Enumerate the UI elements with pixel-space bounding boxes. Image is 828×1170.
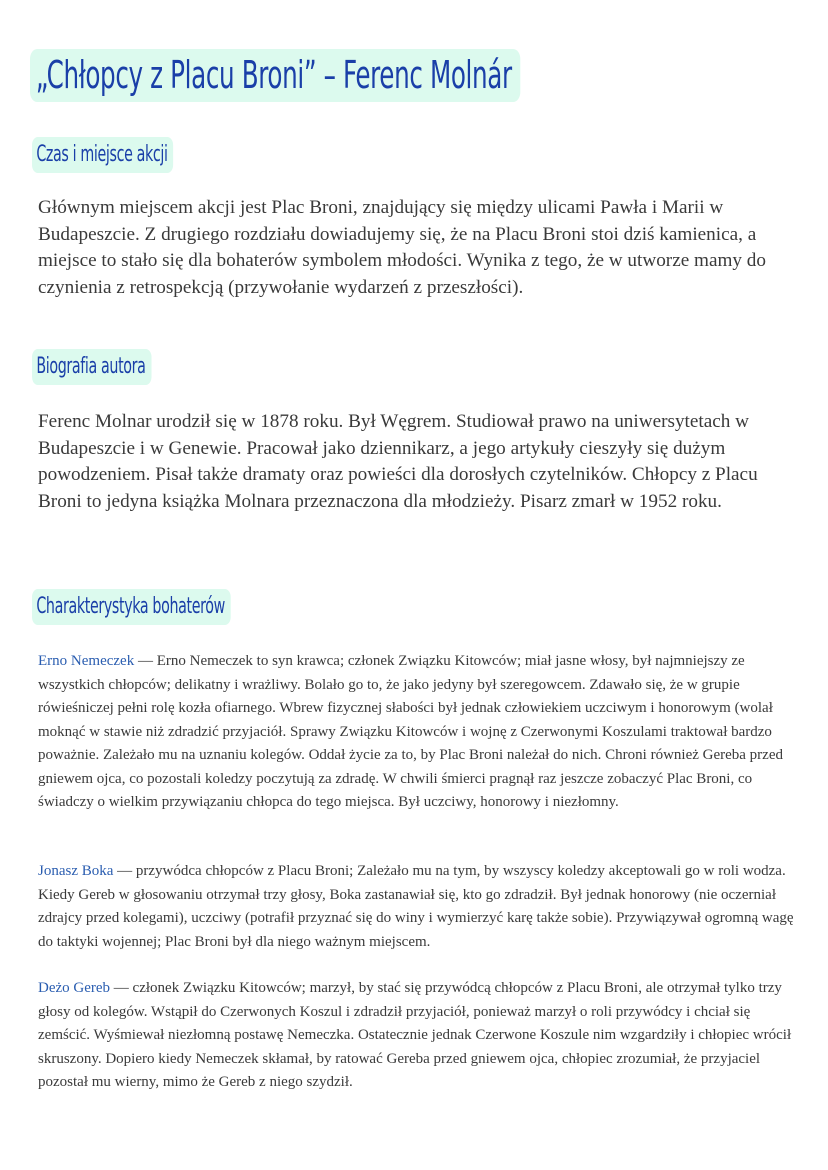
character-name: Jonasz Boka — [38, 863, 114, 879]
biography-paragraph: Ferenc Molnar urodził się w 1878 roku. Był Węgrem. Studiował prawo na uniwersytetach w Budapeszcie i w Genewie. Pracował jako dziennikarz, a jego artykuły cieszyły się dużym powodzeniem. Pisał także dramaty oraz powieści dla dorosłych czytelników. Chłopcy z Placu Broni to jedyna książka Molnara przeznaczona dla młodzieży. Pisarz zmarł w 1952 roku. — [38, 411, 758, 512]
character-name: Erno Nemeczek — [38, 653, 135, 669]
character-description: — przywódca chłopców z Placu Broni; Zależało mu na tym, by wszyscy koledzy akceptowali go w roli wodza. Kiedy Gereb w głosowaniu otrzymał trzy głosy, Boka zastanawiał się, kto go zdradził. Był jednak honorowy (nie oczerniał zdrajcy przed kolegami), uczciwy (potrafił przyznać się do winy i wymierzyć karę także sobie). Przywiązywał ogromną wagę do taktyki wojennej; Plac Broni był dla niego ważnym miejscem. — [38, 863, 794, 950]
character-entry-boka — [38, 860, 798, 954]
character-entry-nemeczek — [38, 650, 798, 815]
setting-paragraph: Głównym miejscem akcji jest Plac Broni, znajdujący się między ulicami Pawła i Marii w Budapeszcie. Z drugiego rozdziału dowiadujemy się, że na Placu Broni stoi dziś kamienica, a miejsce to stało się dla bohaterów symbolem młodości. Wynika z tego, że w utworze mamy do czynienia z retrospekcją (przywołanie wydarzeń z przeszłości). — [38, 197, 766, 298]
character-description: — Erno Nemeczek to syn krawca; członek Związku Kitowców; miał jasne włosy, był najmniejszy ze wszystkich chłopców; delikatny i wrażliwy. Bolało go to, że jako jedyny był szeregowcem. Zdawało się, że w grupie rówieśniczej pełni rolę kozła ofiarnego. Wbrew fizycznej słabości był jednak człowiekiem uczciwym i honorowym (wolał moknąć w stawie niż zdradzić przyjaciół. Sprawy Związku Kitowców i wojnę z Czerwonymi Koszulami traktował bardzo poważnie. Zależało mu na uznaniu kolegów. Oddał życie za to, by Plac Broni należał do nich. Chroni również Gereba przed gniewem ojca, co pozostali koledzy poczytują za zdradę. W chwili śmierci pragnął raz jeszcze zobaczyć Plac Broni, co świadczy o wielkim przywiązaniu chłopca do tego miejsca. Był uczciwy, honorowy i niezłomny. — [38, 653, 783, 810]
section-heading-setting: Czas i miejsce akcji — [32, 137, 173, 173]
section-heading-biography: Biografia autora — [32, 349, 151, 385]
page-title: „Chłopcy z Placu Broni” – Ferenc Molnár — [30, 49, 520, 102]
section-heading-characters: Charakterystyka bohaterów — [32, 589, 231, 625]
character-entry-gereb — [38, 977, 798, 1095]
character-description: — członek Związku Kitowców; marzył, by stać się przywódcą chłopców z Placu Broni, ale otrzymał tylko trzy głosy od kolegów. Wstąpił do Czerwonych Koszul i zdradził przyjaciół, ponieważ marzył o roli przywódcy i chciał się zemścić. Wyśmiewał niezłomną postawę Nemeczka. Ostatecznie jednak Czerwone Koszule nim wzgardziły i chłopiec wrócił skruszony. Dopiero kiedy Nemeczek skłamał, by ratować Gereba przed gniewem ojca, chłopiec zrozumiał, że przyjaciel pozostał mu wierny, mimo że Gereb z niego szydził. — [38, 980, 792, 1090]
character-name: Deżo Gereb — [38, 980, 111, 996]
